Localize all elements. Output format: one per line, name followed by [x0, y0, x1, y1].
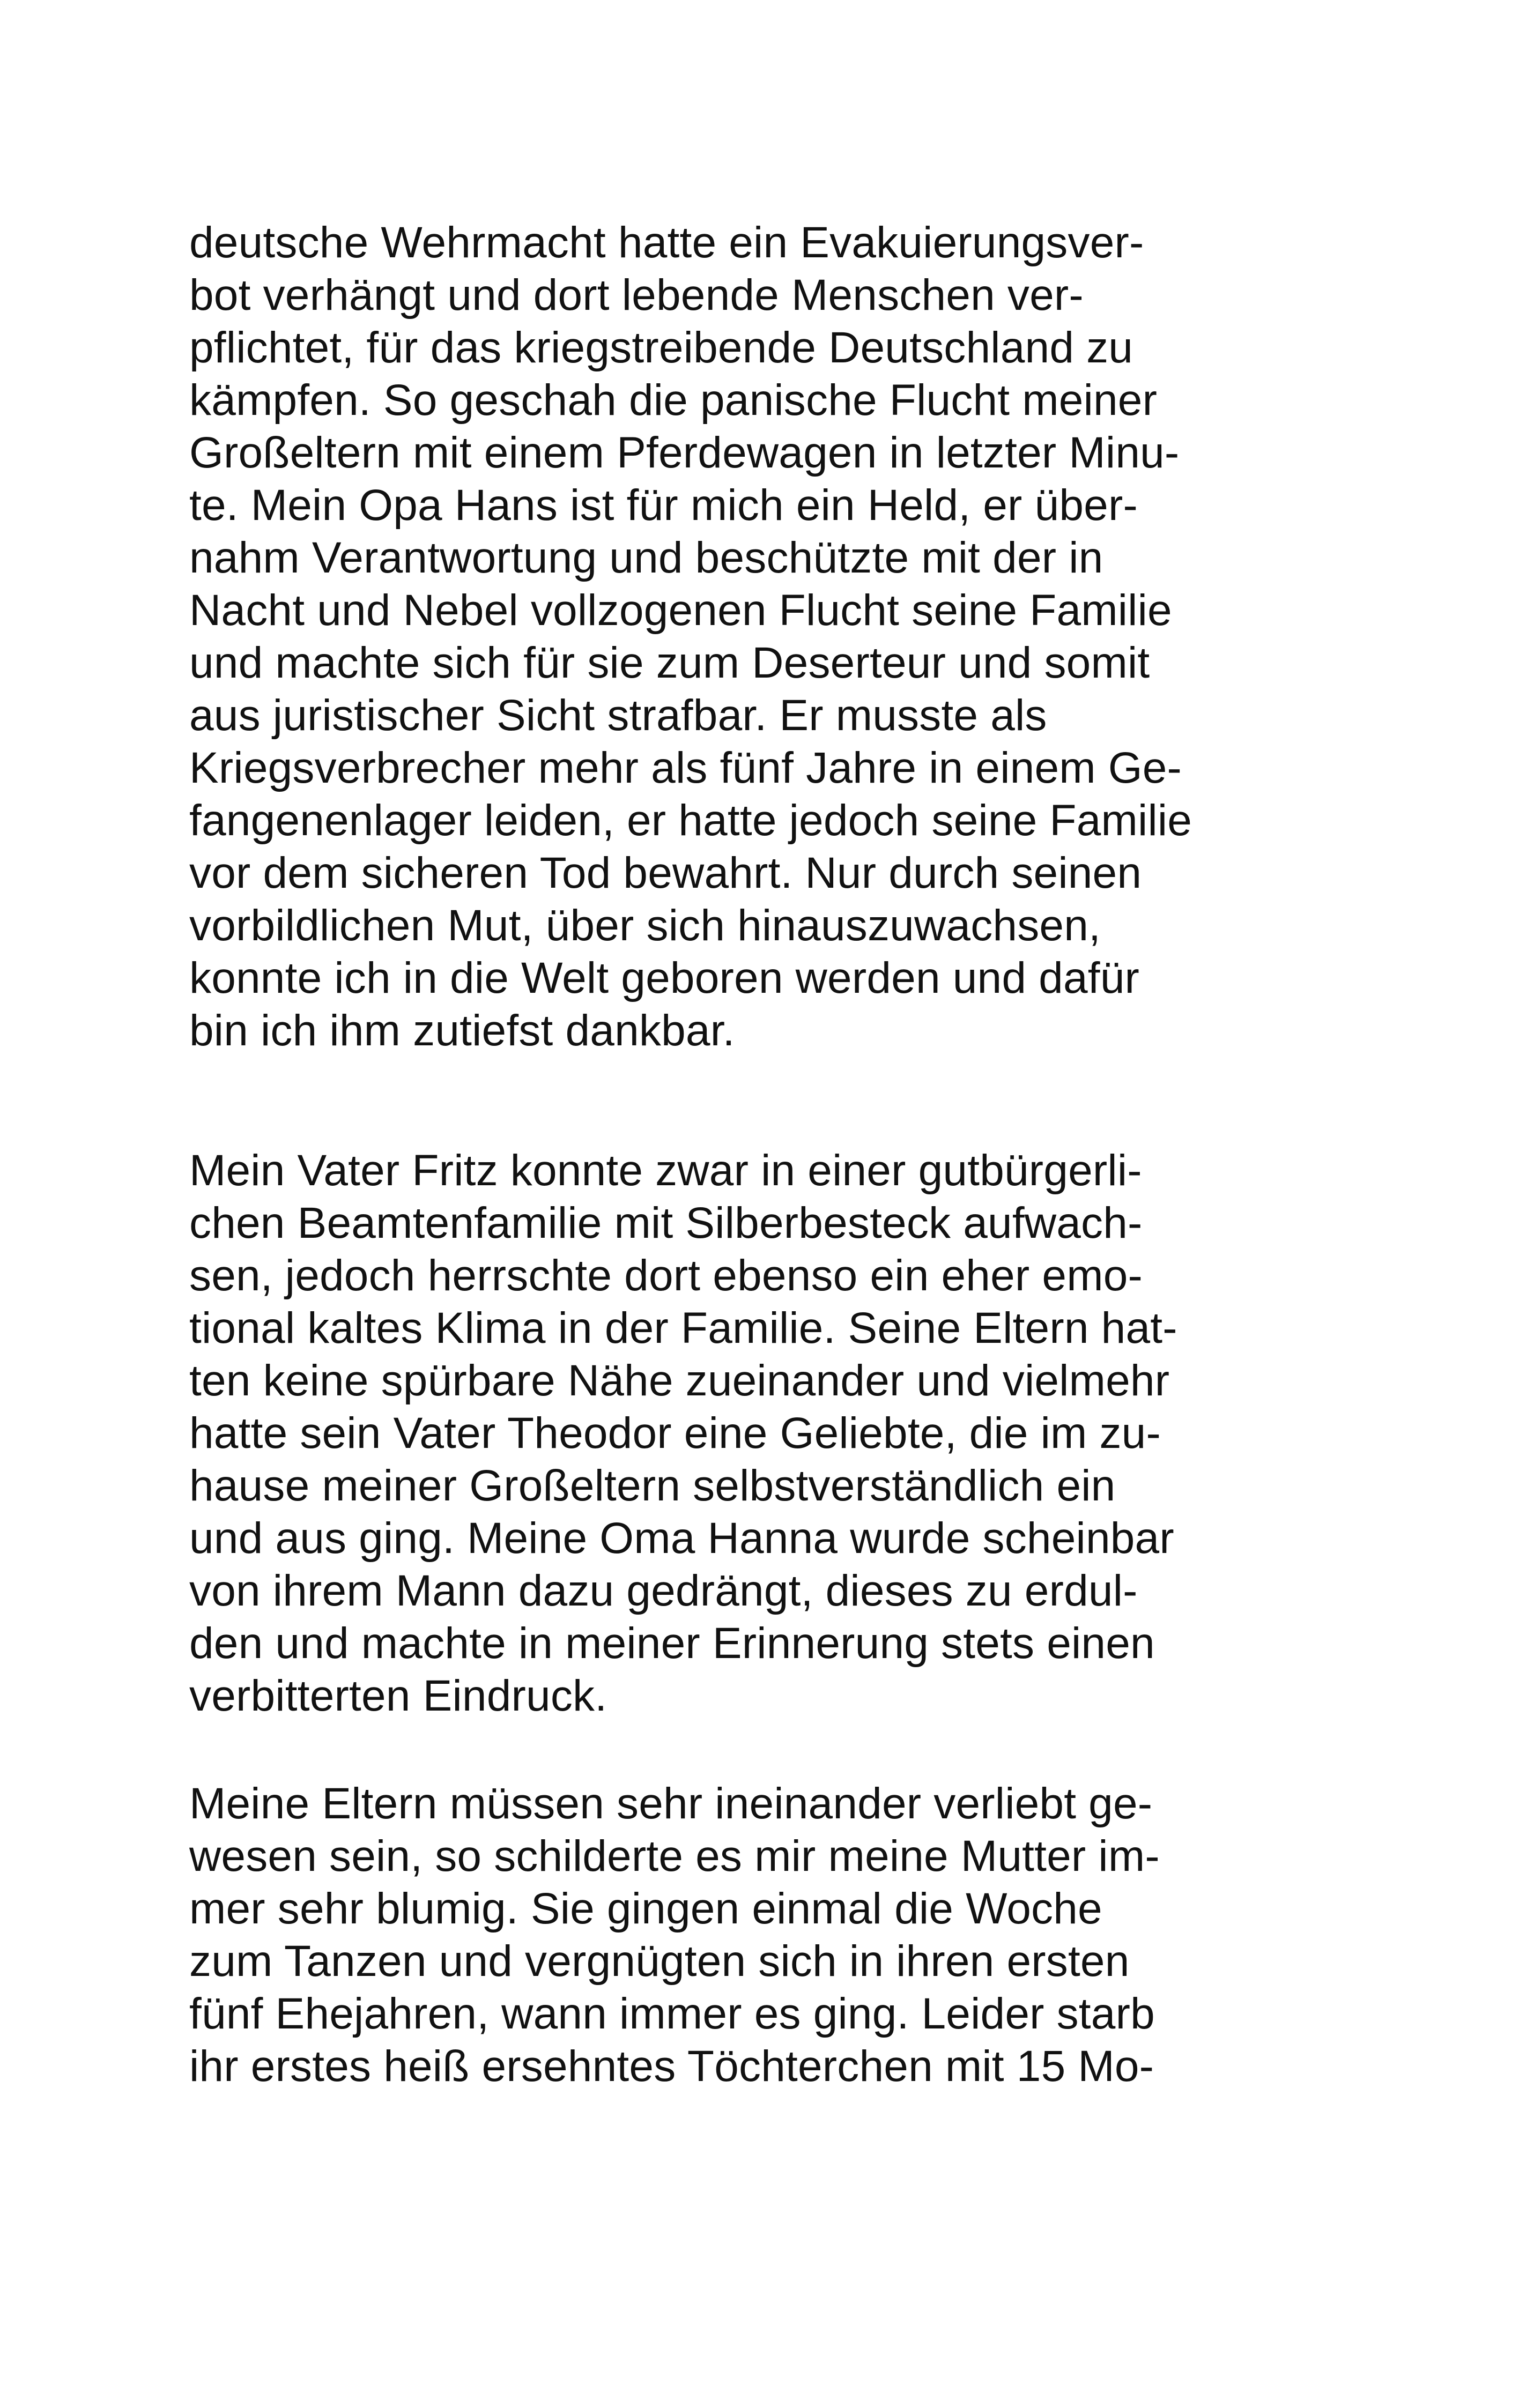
text-line: wesen sein, so schilderte es mir meine Mutter im-	[189, 1832, 1160, 1881]
text-line: aus juristischer Sicht strafbar. Er musste als	[189, 691, 1047, 740]
text-line: te. Mein Opa Hans ist für mich ein Held, er über-	[189, 481, 1138, 530]
text-line: und machte sich für sie zum Deserteur und somit	[189, 638, 1150, 687]
text-line: deutsche Wehrmacht hatte ein Evakuierungsver-	[189, 218, 1144, 267]
text-line: sen, jedoch herrschte dort ebenso ein eher emo-	[189, 1251, 1143, 1300]
paragraph-1	[189, 217, 1347, 1057]
text-line: ten keine spürbare Nähe zueinander und vielmehr	[189, 1356, 1170, 1405]
paragraph-3	[189, 1778, 1347, 2093]
text-line: hause meiner Großeltern selbstverständlich ein	[189, 1461, 1116, 1510]
text-line: mer sehr blumig. Sie gingen einmal die Woche	[189, 1884, 1102, 1933]
text-line: konnte ich in die Welt geboren werden und dafür	[189, 954, 1140, 1002]
text-line: hatte sein Vater Theodor eine Geliebte, die im zu-	[189, 1409, 1161, 1458]
paragraph-2	[189, 1144, 1347, 1722]
text-line: kämpfen. So geschah die panische Flucht meiner	[189, 376, 1158, 425]
text-line: bot verhängt und dort lebende Menschen ver-	[189, 271, 1084, 319]
text-line: vor dem sicheren Tod bewahrt. Nur durch seinen	[189, 849, 1142, 897]
text-line: verbitterten Eindruck.	[189, 1671, 607, 1720]
text-line: Kriegsverbrecher mehr als fünf Jahre in einem Ge-	[189, 744, 1182, 792]
text-line: Großeltern mit einem Pferdewagen in letzter Minu-	[189, 428, 1180, 477]
text-line: Nacht und Nebel vollzogenen Flucht seine Familie	[189, 586, 1172, 635]
text-line: Meine Eltern müssen sehr ineinander verliebt ge-	[189, 1779, 1153, 1828]
text-line: ihr erstes heiß ersehntes Töchterchen mit 15 Mo-	[189, 2042, 1154, 2091]
text-line: nahm Verantwortung und beschützte mit der in	[189, 533, 1103, 582]
text-line: chen Beamtenfamilie mit Silberbesteck aufwach-	[189, 1199, 1143, 1247]
text-line: den und machte in meiner Erinnerung stets einen	[189, 1619, 1155, 1668]
text-line: bin ich ihm zutiefst dankbar.	[189, 1006, 735, 1055]
text-line: von ihrem Mann dazu gedrängt, dieses zu erdul-	[189, 1566, 1138, 1615]
text-line: und aus ging. Meine Oma Hanna wurde scheinbar	[189, 1514, 1174, 1563]
text-line: vorbildlichen Mut, über sich hinauszuwachsen,	[189, 901, 1101, 950]
text-line: Mein Vater Fritz konnte zwar in einer gutbürgerli-	[189, 1146, 1142, 1195]
text-line: zum Tanzen und vergnügten sich in ihren ersten	[189, 1937, 1130, 1986]
text-line: tional kaltes Klima in der Familie. Seine Eltern hat-	[189, 1304, 1177, 1352]
text-line: fünf Ehejahren, wann immer es ging. Leider starb	[189, 1989, 1155, 2038]
text-line: fangenenlager leiden, er hatte jedoch seine Familie	[189, 796, 1192, 845]
text-line: pflichtet, für das kriegstreibende Deutschland zu	[189, 323, 1133, 372]
